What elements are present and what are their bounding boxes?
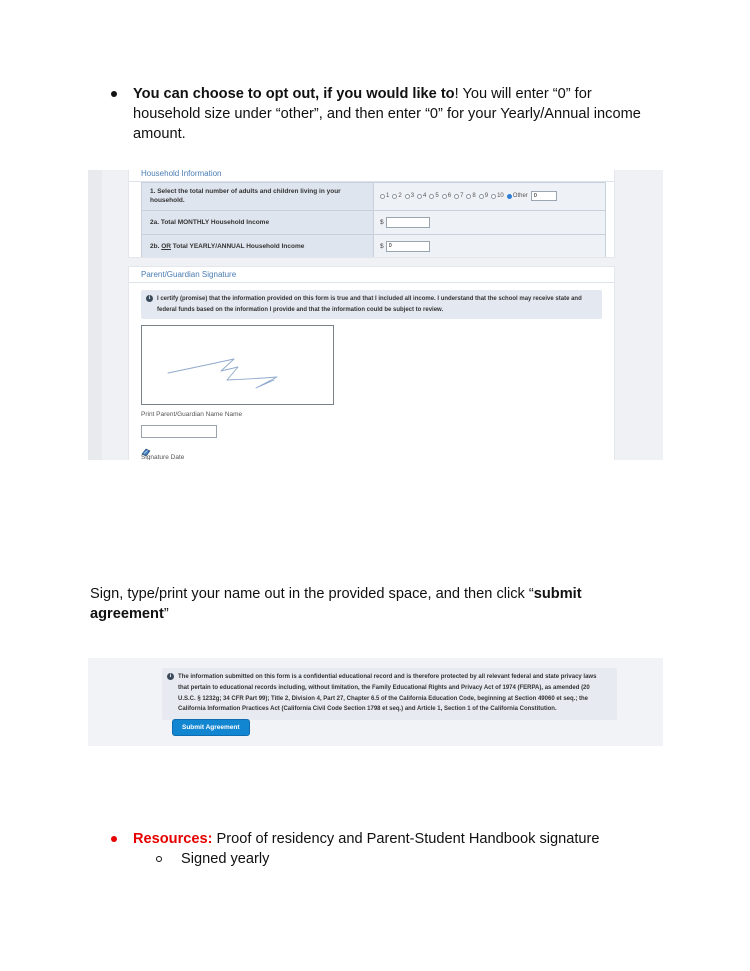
info-icon: i <box>167 673 174 680</box>
radio-option-8[interactable]: 8 <box>466 193 475 199</box>
table-row <box>142 183 606 211</box>
radio-icon <box>405 194 410 199</box>
radio-option-2[interactable]: 2 <box>392 193 401 199</box>
screenshot-left-gutter <box>88 170 102 460</box>
radio-icon <box>417 194 422 199</box>
signature-scribble <box>142 326 333 404</box>
radio-icon <box>392 194 397 199</box>
radio-option-1[interactable]: 1 <box>380 193 389 199</box>
household-size-radiogroup <box>380 191 599 201</box>
or-underlined: OR <box>161 242 171 250</box>
household-table <box>141 182 606 258</box>
radio-option-9[interactable]: 9 <box>479 193 488 199</box>
household-size-label: 1. Select the total number of adults and children living in your household. <box>142 183 374 211</box>
certify-text: I certify (promise) that the information provided on this form is true and that I included all income. I understand that the school may receive state and federal funds based on the information I provide and that the information could be subject to review. <box>157 296 582 313</box>
yearly-income-input[interactable] <box>386 241 430 252</box>
radio-icon <box>380 194 385 199</box>
radio-icon <box>466 194 471 199</box>
radio-selected-icon <box>507 194 512 199</box>
radio-option-5[interactable]: 5 <box>429 193 438 199</box>
submit-agreement-button[interactable]: Submit Agreement <box>172 719 250 736</box>
signed-yearly-text: Signed yearly <box>181 851 270 867</box>
screenshot-household-form <box>88 170 663 460</box>
info-icon: i <box>146 295 153 302</box>
bullet-opt-out-text <box>133 84 650 144</box>
radio-option-4[interactable]: 4 <box>417 193 426 199</box>
screenshot-submit-agreement <box>88 658 663 746</box>
household-information-title: Household Information <box>129 170 614 182</box>
signature-pad[interactable] <box>141 325 334 405</box>
sub-bullet-circle <box>156 856 162 862</box>
privacy-text: The information submitted on this form is a confidential educational record and is therefore protected by all relevant federal and state privacy laws that pertain to educational records including, without limitation, the Family Educational Rights and Privacy Act of 1974 (FERPA), as amended (20 U.S.C. § 1232g; 34 CFR Part 99); Title 2, Division 4, Part 27, Chapter 6.5 of the California Education Code, beginning at Section 49060 et seq.; the California Information Practices Act (California Civil Code Section 1798 et seq.) and Article 1, Section 1 of the California Constitution. <box>178 674 597 713</box>
other-household-size-input[interactable] <box>531 191 557 201</box>
parent-guardian-signature-card <box>128 266 615 460</box>
print-name-label: Print Parent/Guardian Name Name <box>141 411 243 418</box>
radio-option-other[interactable]: Other <box>507 193 528 199</box>
bullet-dot <box>111 91 117 97</box>
resources-label: Resources: <box>133 831 213 847</box>
bullet-opt-out <box>104 84 650 144</box>
radio-option-10[interactable]: 10 <box>491 193 504 199</box>
household-information-card <box>128 170 615 258</box>
bullet-resources <box>104 829 650 849</box>
privacy-info-box <box>162 668 617 720</box>
radio-option-7[interactable]: 7 <box>454 193 463 199</box>
dollar-sign: $ <box>380 242 384 250</box>
monthly-income-input[interactable] <box>386 217 430 228</box>
sign-instructions-paragraph: Sign, type/print your name out in the provided space, and then click “submit agreement” <box>90 586 582 622</box>
radio-icon <box>429 194 434 199</box>
table-row <box>142 234 606 258</box>
radio-icon <box>442 194 447 199</box>
resources-rest: Proof of residency and Parent-Student Handbook signature <box>212 831 600 847</box>
sub-bullet-signed-yearly <box>104 849 269 869</box>
dollar-sign: $ <box>380 218 384 226</box>
radio-icon <box>454 194 459 199</box>
radio-option-3[interactable]: 3 <box>405 193 414 199</box>
parent-guardian-signature-title: Parent/Guardian Signature <box>129 267 614 283</box>
radio-icon <box>479 194 484 199</box>
radio-icon <box>491 194 496 199</box>
signature-date-label: Signature Date <box>141 453 185 460</box>
bullet-opt-out-bold: You can choose to opt out, if you would like to <box>133 86 455 102</box>
yearly-income-label: 2b. OR Total YEARLY/ANNUAL Household Income <box>142 234 374 258</box>
table-row <box>142 210 606 234</box>
print-name-input[interactable] <box>141 425 217 438</box>
certify-info-box <box>141 290 602 319</box>
bullet-dot-red <box>111 836 117 842</box>
radio-option-6[interactable]: 6 <box>442 193 451 199</box>
clear-signature-button[interactable] <box>141 444 614 453</box>
submit-agreement-bold: submit agreement <box>90 586 582 622</box>
bullet-opt-out-rest: ! You will enter “0” for household size under “other”, and then enter “0” for your Yearly/Annual income amount. <box>133 86 641 142</box>
monthly-income-label: 2a. Total MONTHLY Household Income <box>142 210 374 234</box>
resources-text <box>133 829 650 849</box>
